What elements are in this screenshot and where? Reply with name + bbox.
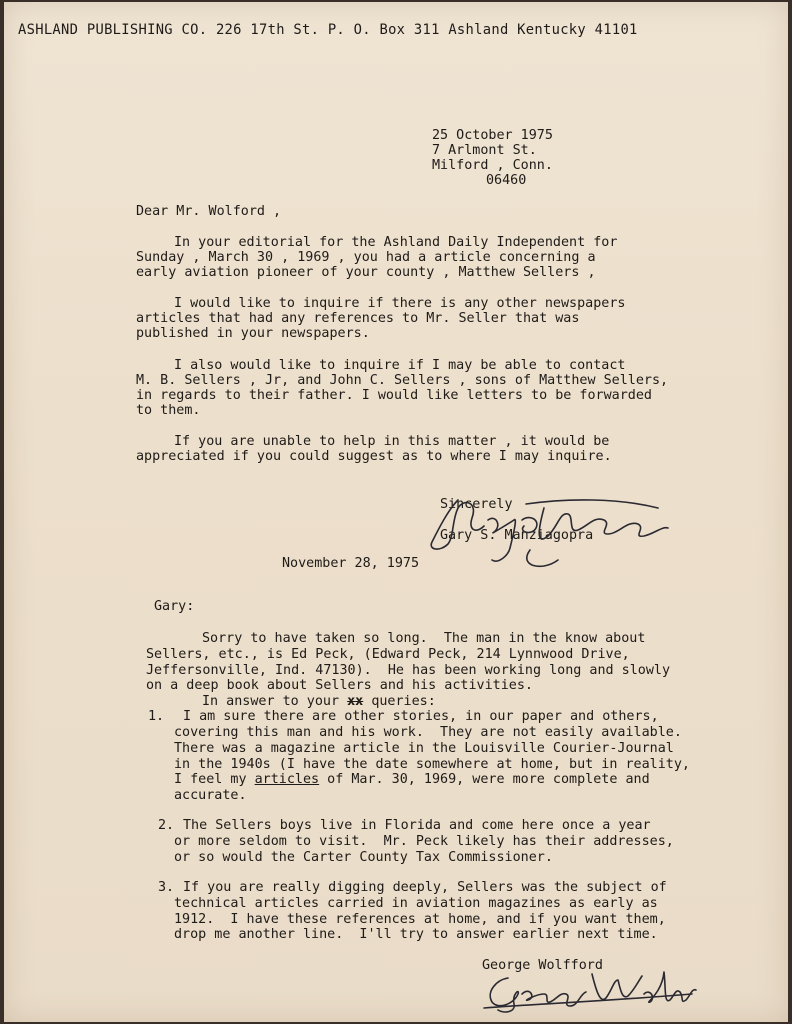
handwritten-signature-gary [418, 490, 678, 570]
item-number: 2. [158, 818, 175, 833]
inquiry-signer: Gary S. Manziagopra [440, 528, 594, 543]
item1-line: I am sure there are other stories, in our paper and others, [183, 709, 659, 724]
item2-line: or more seldom to visit. Mr. Peck likely has their addresses, [174, 834, 674, 849]
inquiry-paragraph-line: articles that had any references to Mr. Seller that was [136, 311, 580, 326]
item1-line: There was a magazine article in the Louisville Courier-Journal [174, 741, 674, 756]
item-number: 1. [148, 709, 165, 724]
inquiry-paragraph-line: to them. [136, 403, 201, 418]
answer-lead: In answer to your [202, 694, 340, 709]
answer-tail: queries: [371, 694, 436, 709]
item3-line: 1912. I have these references at home, and if you want them, [174, 912, 666, 927]
inquiry-paragraph-line: I also would like to inquire if I may be able to contact [174, 358, 626, 373]
item1-line5-pre: I feel my [174, 772, 255, 787]
inquiry-paragraph-line: published in your newspapers. [136, 326, 370, 341]
item3-line: technical articles carried in aviation magazines as early as [174, 896, 658, 911]
underlined-word: articles [254, 772, 320, 787]
reply-salutation: Gary: [154, 599, 195, 614]
address-line: 06460 [486, 173, 527, 188]
item2-line: The Sellers boys live in Florida and come here once a year [183, 818, 651, 833]
letterhead: ASHLAND PUBLISHING CO. 226 17th St. P. O. Box 311 Ashland Kentucky 41101 [18, 22, 638, 38]
inquiry-paragraph-line: If you are unable to help in this matter , it would be [174, 434, 610, 449]
inquiry-paragraph-line: I would like to inquire if there is any other newspapers [174, 296, 626, 311]
inquiry-paragraph-line: appreciated if you could suggest as to where I may inquire. [136, 449, 612, 464]
item1-line: in the 1940s (I have the date somewhere at home, but in reality, [174, 757, 690, 772]
item3-line: drop me another line. I'll try to answer earlier next time. [174, 927, 658, 942]
item-number: 3. [158, 880, 175, 895]
reply-date: November 28, 1975 [282, 556, 420, 571]
inquiry-paragraph-line: Sunday , March 30 , 1969 , you had a article concerning a [136, 250, 596, 265]
inquiry-paragraph-line: in regards to their father. I would like letters to be forwarded [136, 388, 652, 403]
item1-line5-post: of Mar. 30, 1969, were more complete and [319, 772, 650, 787]
reply-intro-line: Sorry to have taken so long. The man in the know about [202, 631, 646, 646]
item2-line: or so would the Carter County Tax Commissioner. [174, 850, 553, 865]
inquiry-paragraph-line: In your editorial for the Ashland Daily Independent for [174, 235, 618, 250]
reply-answer-lead-line [202, 694, 436, 709]
handwritten-signature-george [474, 964, 704, 1016]
reply-intro-line: Sellers, etc., is Ed Peck, (Edward Peck, 214 Lynnwood Drive, [146, 647, 630, 662]
item1-line [174, 772, 650, 787]
inquiry-paragraph-line: early aviation pioneer of your county , Matthew Sellers , [136, 265, 596, 280]
item3-line: If you are really digging deeply, Sellers was the subject of [183, 880, 667, 895]
inquiry-paragraph-line: M. B. Sellers , Jr, and John C. Sellers , sons of Matthew Sellers, [136, 373, 669, 388]
reply-intro-line: on a deep book about Sellers and his activities. [146, 678, 533, 693]
inquiry-date: 25 October 1975 [432, 128, 553, 143]
reply-signer: George Wolfford [482, 958, 603, 973]
reply-intro-line: Jeffersonville, Ind. 47130). He has been working long and slowly [146, 663, 671, 678]
struck-word: xx [347, 694, 364, 709]
item1-line: accurate. [174, 788, 247, 803]
item1-line: covering this man and his work. They are not easily available. [174, 725, 682, 740]
inquiry-closing: Sincerely [440, 497, 513, 512]
address-line: Milford , Conn. [432, 158, 553, 173]
inquiry-salutation: Dear Mr. Wolford , [136, 204, 282, 219]
address-line: 7 Arlmont St. [432, 143, 537, 158]
